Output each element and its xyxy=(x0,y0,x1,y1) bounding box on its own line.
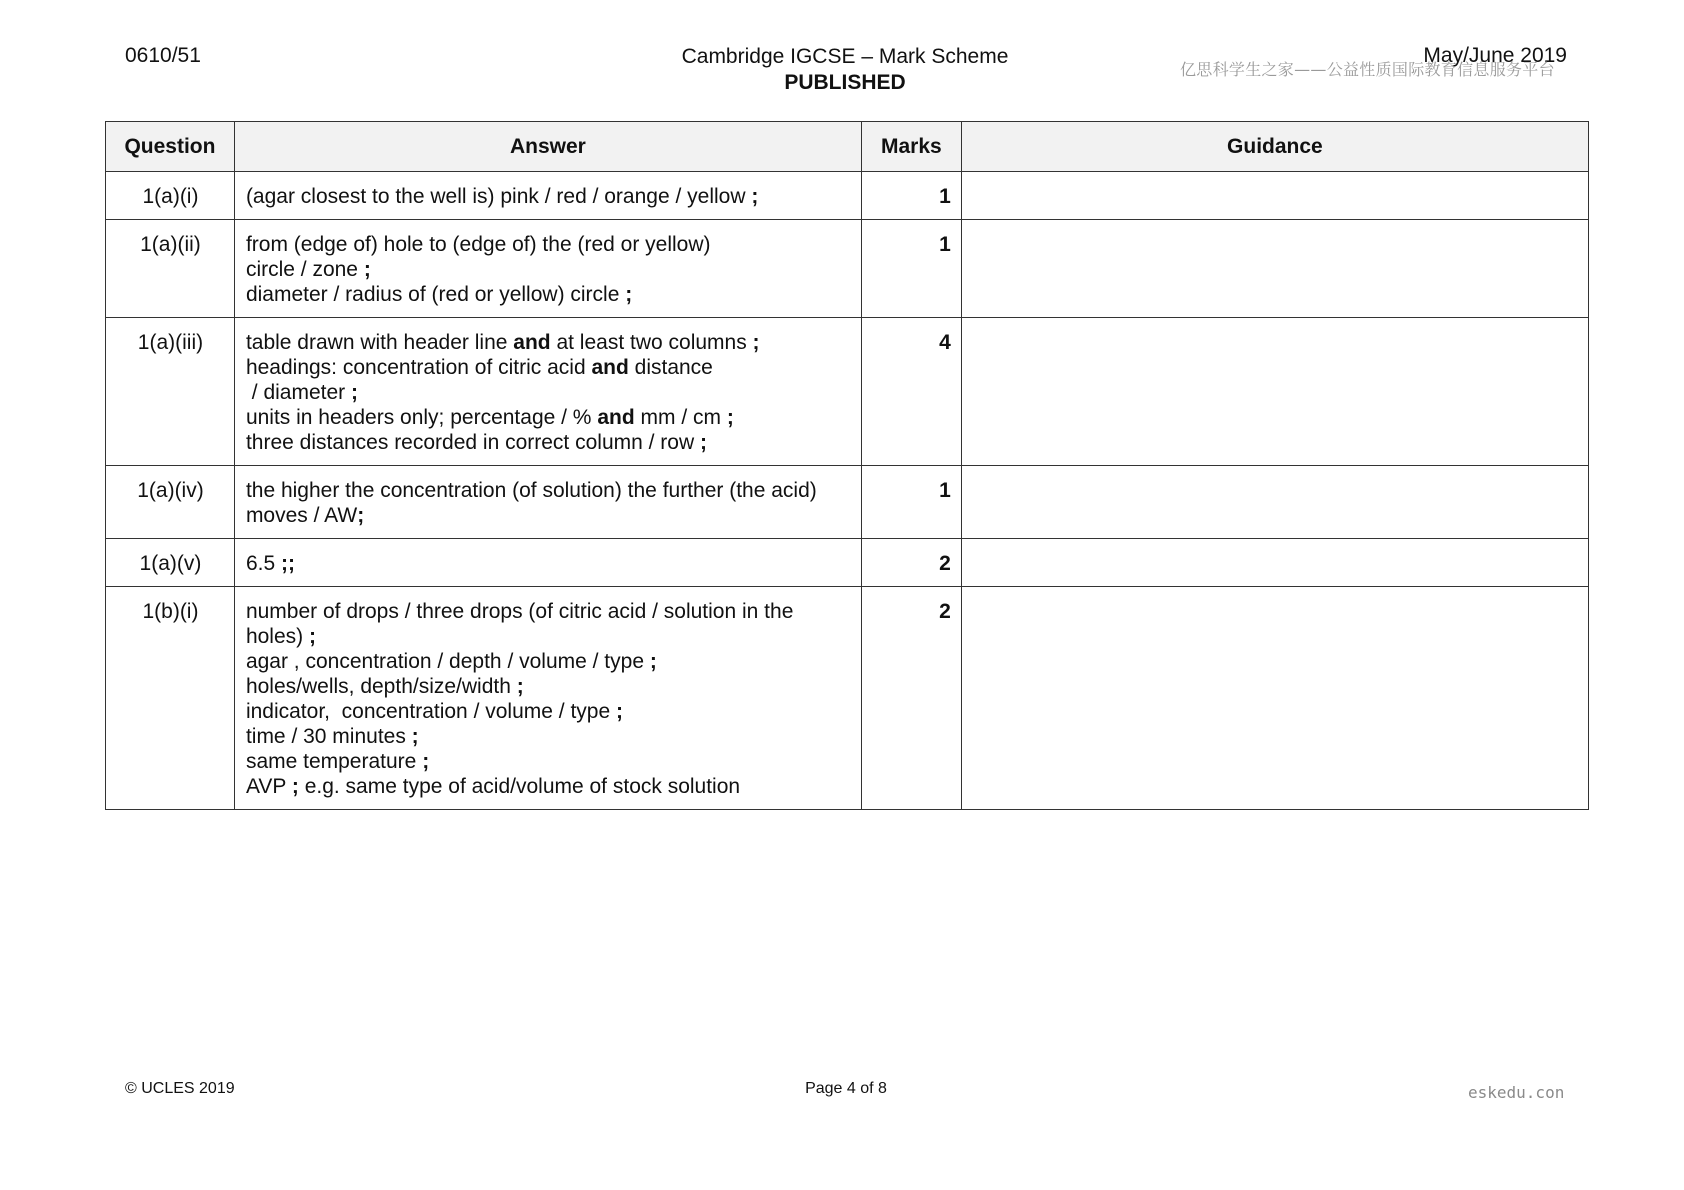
answer-emphasis: ; xyxy=(649,650,657,673)
answer-emphasis: ; xyxy=(752,331,760,354)
guidance-cell xyxy=(961,587,1588,810)
answer-text: (agar closest to the well is) pink / red / orange / yellow xyxy=(245,185,752,208)
answer-emphasis: and xyxy=(591,356,629,379)
answer-emphasis: ; xyxy=(357,504,365,527)
answer-text: holes/wells, depth/size/width xyxy=(245,675,517,698)
table-row xyxy=(106,318,1589,466)
answer-emphasis: ; xyxy=(363,258,371,281)
answer-emphasis: ; xyxy=(422,750,430,773)
answer-line xyxy=(246,503,851,528)
question-cell: 1(a)(i) xyxy=(106,172,235,220)
answer-line xyxy=(246,699,851,724)
answer-cell xyxy=(234,587,861,810)
answer-text: e.g. same type of acid/volume of stock solution xyxy=(298,775,741,798)
table-header-row xyxy=(106,122,1589,172)
answer-emphasis: ; xyxy=(308,625,316,648)
answer-line xyxy=(246,478,851,503)
answer-line xyxy=(246,551,851,576)
answer-cell xyxy=(234,220,861,318)
answer-line xyxy=(246,774,851,799)
answer-line xyxy=(246,380,851,405)
column-header-question: Question xyxy=(106,122,235,172)
answer-line xyxy=(246,355,851,380)
answer-text: the higher the concentration (of solution) the further (the acid) xyxy=(245,479,817,502)
exam-session: May/June 2019 xyxy=(1423,44,1567,67)
answer-emphasis: ; xyxy=(615,700,623,723)
answer-text: same temperature xyxy=(245,750,423,773)
answer-text: diameter / radius of (red or yellow) circle xyxy=(245,283,626,306)
answer-text: AVP xyxy=(245,775,292,798)
answer-emphasis: ; xyxy=(726,406,734,429)
table-row xyxy=(106,172,1589,220)
watermark-text: 亿思科学生之家——公益性质国际教育信息服务平台 xyxy=(1180,60,1555,79)
answer-emphasis: ;; xyxy=(280,552,295,575)
answer-line xyxy=(246,232,851,257)
document-title: Cambridge IGCSE – Mark Scheme xyxy=(681,45,1009,68)
answer-emphasis: ; xyxy=(516,675,524,698)
marks-cell: 1 xyxy=(861,466,961,539)
answer-line xyxy=(246,599,851,624)
answer-emphasis: and xyxy=(513,331,551,354)
answer-line xyxy=(246,749,851,774)
answer-text: three distances recorded in correct column / row xyxy=(245,431,700,454)
answer-text: from (edge of) hole to (edge of) the (red or yellow) xyxy=(245,233,711,256)
question-cell: 1(a)(iv) xyxy=(106,466,235,539)
answer-cell xyxy=(234,539,861,587)
marks-cell: 2 xyxy=(861,587,961,810)
answer-text: moves / AW xyxy=(245,504,358,527)
guidance-cell xyxy=(961,318,1588,466)
answer-emphasis: ; xyxy=(350,381,358,404)
answer-text: circle / zone xyxy=(245,258,364,281)
answer-emphasis: ; xyxy=(291,775,299,798)
answer-line xyxy=(246,624,851,649)
table-row xyxy=(106,220,1589,318)
guidance-cell xyxy=(961,466,1588,539)
table-row xyxy=(106,539,1589,587)
answer-line xyxy=(246,674,851,699)
page-number: Page 4 of 8 xyxy=(805,1080,887,1097)
paper-code: 0610/51 xyxy=(125,44,201,67)
answer-emphasis: and xyxy=(597,406,635,429)
answer-line xyxy=(246,405,851,430)
marks-cell: 1 xyxy=(861,220,961,318)
answer-text: mm / cm xyxy=(634,406,727,429)
answer-text: distance xyxy=(628,356,713,379)
answer-text: at least two columns xyxy=(550,331,753,354)
answer-text: headings: concentration of citric acid xyxy=(245,356,592,379)
answer-text: 6.5 xyxy=(245,552,281,575)
answer-text: indicator, concentration / volume / type xyxy=(245,700,616,723)
answer-text: holes) xyxy=(245,625,309,648)
answer-text: number of drops / three drops (of citric acid / solution in the xyxy=(245,600,794,623)
guidance-cell xyxy=(961,539,1588,587)
answer-emphasis: ; xyxy=(625,283,633,306)
answer-line xyxy=(246,724,851,749)
question-cell: 1(a)(ii) xyxy=(106,220,235,318)
answer-text: / diameter xyxy=(245,381,351,404)
guidance-cell xyxy=(961,220,1588,318)
answer-line xyxy=(246,430,851,455)
question-cell: 1(a)(v) xyxy=(106,539,235,587)
answer-line xyxy=(246,282,851,307)
table-row xyxy=(106,466,1589,539)
table-row xyxy=(106,587,1589,810)
column-header-answer: Answer xyxy=(234,122,861,172)
column-header-marks: Marks xyxy=(861,122,961,172)
answer-line xyxy=(246,330,851,355)
answer-text: units in headers only; percentage / % xyxy=(245,406,598,429)
marks-cell: 1 xyxy=(861,172,961,220)
answer-line xyxy=(246,184,851,209)
answer-line xyxy=(246,649,851,674)
answer-cell xyxy=(234,172,861,220)
publication-status: PUBLISHED xyxy=(784,71,906,94)
answer-emphasis: ; xyxy=(699,431,707,454)
mark-scheme-table xyxy=(105,121,1589,810)
guidance-cell xyxy=(961,172,1588,220)
answer-line xyxy=(246,257,851,282)
answer-text: time / 30 minutes xyxy=(245,725,412,748)
question-cell: 1(a)(iii) xyxy=(106,318,235,466)
marks-cell: 4 xyxy=(861,318,961,466)
answer-emphasis: ; xyxy=(411,725,419,748)
answer-cell xyxy=(234,318,861,466)
column-header-guidance: Guidance xyxy=(961,122,1588,172)
marks-cell: 2 xyxy=(861,539,961,587)
site-watermark: eskedu.con xyxy=(1468,1083,1565,1102)
answer-cell xyxy=(234,466,861,539)
copyright-notice: © UCLES 2019 xyxy=(125,1080,235,1097)
answer-text: agar , concentration / depth / volume / type xyxy=(245,650,650,673)
answer-text: table drawn with header line xyxy=(245,331,514,354)
answer-emphasis: ; xyxy=(751,185,759,208)
question-cell: 1(b)(i) xyxy=(106,587,235,810)
